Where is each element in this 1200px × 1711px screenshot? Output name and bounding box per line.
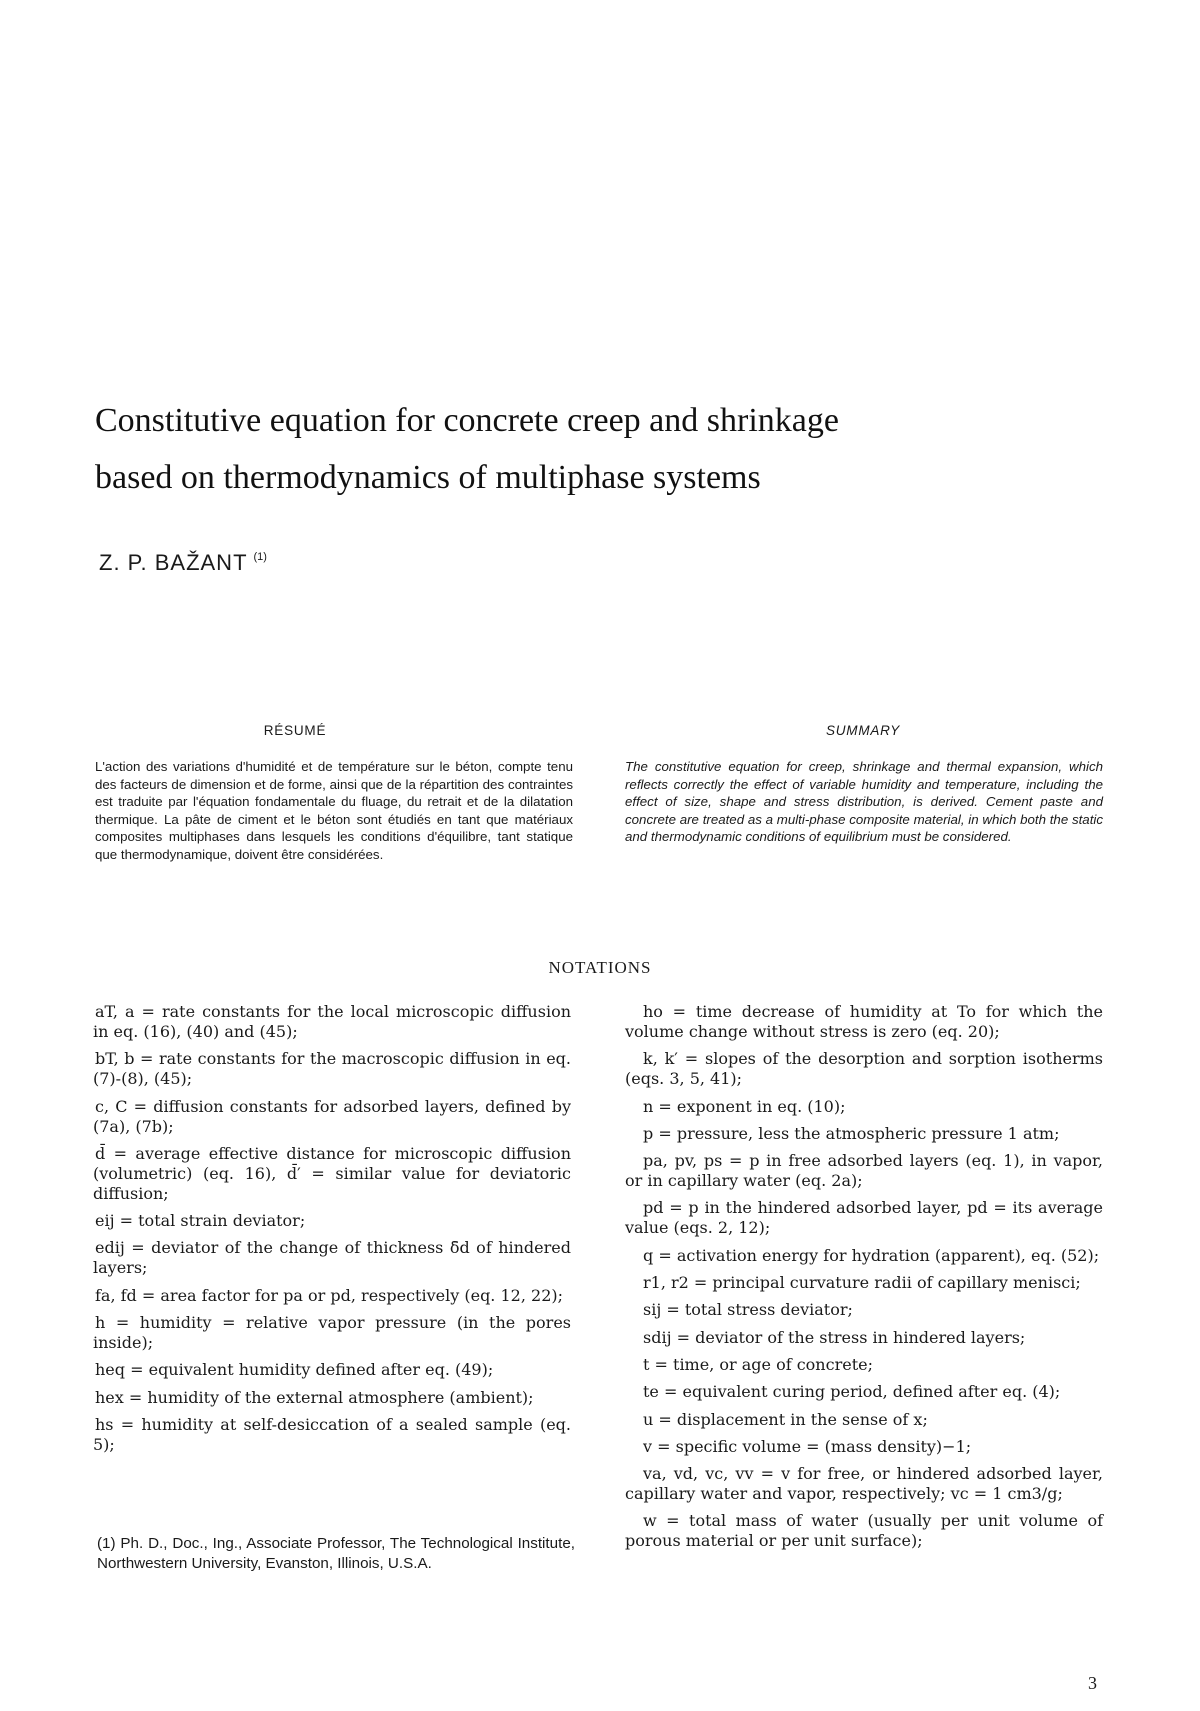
notation-entry: d̄ = average effective distance for microscopic diffusion (volumetric) (eq. 16), d̄′ = similar value for deviatoric diffusion; xyxy=(93,1143,571,1203)
notation-entry: sij = total stress deviator; xyxy=(643,1300,853,1320)
author-affiliation-footnote: (1) Ph. D., Doc., Ing., Associate Professor, The Technological Institute, Northwestern University, Evanston, Illinois, U.S.A. xyxy=(97,1535,575,1572)
notation-entry: hs = humidity at self-desiccation of a sealed sample (eq. 5); xyxy=(93,1414,571,1454)
notation-entry: q = activation energy for hydration (apparent), eq. (52); xyxy=(643,1245,1100,1265)
notation-entry: p = pressure, less the atmospheric pressure 1 atm; xyxy=(643,1123,1060,1143)
title-line-1: Constitutive equation for concrete creep and shrinkage xyxy=(95,402,839,439)
notations-left-column xyxy=(93,1002,571,1462)
author xyxy=(99,550,267,576)
notation-entry: va, vd, vc, vv = v for free, or hindered adsorbed layer, capillary water and vapor, respectively; vc = 1 cm3/g; xyxy=(625,1464,1103,1504)
notation-entry: bT, b = rate constants for the macroscopic diffusion in eq. (7)-(8), (45); xyxy=(93,1049,571,1089)
notation-entry: r1, r2 = principal curvature radii of capillary menisci; xyxy=(643,1273,1081,1293)
notation-entry: pa, pv, ps = p in free adsorbed layers (eq. 1), in vapor, or in capillary water (eq. 2a); xyxy=(625,1151,1103,1191)
notation-entry: te = equivalent curing period, defined after eq. (4); xyxy=(643,1382,1061,1402)
notation-entry: n = exponent in eq. (10); xyxy=(643,1096,846,1116)
notation-entry: eij = total strain deviator; xyxy=(95,1211,306,1231)
resume-text: L'action des variations d'humidité et de température sur le béton, compte tenu des facteurs de dimension et de forme, ainsi que de la répartition des contraintes est traduite par l'équation fondamentale du fluage, du retrait et de la dilatation thermique. La pâte de ciment et le béton sont étudiés en tant que matériaux composites multiphases dans lesquels les conditions d'équilibre, tant statique que thermodynamique, doivent être considérées. xyxy=(95,759,573,862)
resume-heading: RÉSUMÉ xyxy=(263,723,327,738)
notation-entry: aT, a = rate constants for the local microscopic diffusion in eq. (16), (40) and (45); xyxy=(93,1002,571,1041)
notation-entry: hex = humidity of the external atmosphere (ambient); xyxy=(95,1387,534,1407)
notation-entry: u = displacement in the sense of x; xyxy=(643,1409,928,1429)
notation-entry: ho = time decrease of humidity at To for which the volume change without stress is zero (eq. 20); xyxy=(625,1002,1103,1041)
notation-entry: sdij = deviator of the stress in hindered layers; xyxy=(643,1327,1026,1347)
summary-text: The constitutive equation for creep, shrinkage and thermal expansion, which reflects correctly the effect of variable humidity and temperature, including the effect of size, shape and stress distribution, is derived. Cement paste and concrete are treated as a multi-phase composite material, in which both the static and thermodynamic conditions of equilibrium must be considered. xyxy=(625,759,1103,845)
paper-title xyxy=(95,392,1095,506)
notation-entry: k, k′ = slopes of the desorption and sorption isotherms (eqs. 3, 5, 41); xyxy=(625,1049,1103,1089)
author-name: Z. P. BAŽANT xyxy=(99,550,248,575)
notation-entry: c, C = diffusion constants for adsorbed layers, defined by (7a), (7b); xyxy=(93,1096,571,1136)
notation-entry: h = humidity = relative vapor pressure (in the pores inside); xyxy=(93,1313,571,1353)
title-line-2: based on thermodynamics of multiphase systems xyxy=(95,459,761,496)
notations-heading: NOTATIONS xyxy=(548,958,652,977)
summary-heading: SUMMARY xyxy=(825,723,901,738)
author-footnote-mark: (1) xyxy=(253,551,267,563)
notation-entry: w = total mass of water (usually per unit volume of porous material or per unit surface); xyxy=(625,1511,1103,1551)
notations-right-column xyxy=(625,1002,1103,1559)
page-number: 3 xyxy=(1088,1673,1097,1693)
notation-entry: fa, fd = area factor for pa or pd, respectively (eq. 12, 22); xyxy=(95,1285,563,1305)
notation-entry: edij = deviator of the change of thickness δ̄d of hindered layers; xyxy=(93,1238,571,1278)
notation-entry: t = time, or age of concrete; xyxy=(643,1354,873,1374)
notation-entry: pd = p in the hindered adsorbed layer, pd = its average value (eqs. 2, 12); xyxy=(625,1198,1103,1238)
notation-entry: heq = equivalent humidity defined after eq. (49); xyxy=(95,1360,494,1380)
notation-entry: v = specific volume = (mass density)−1; xyxy=(643,1436,972,1456)
